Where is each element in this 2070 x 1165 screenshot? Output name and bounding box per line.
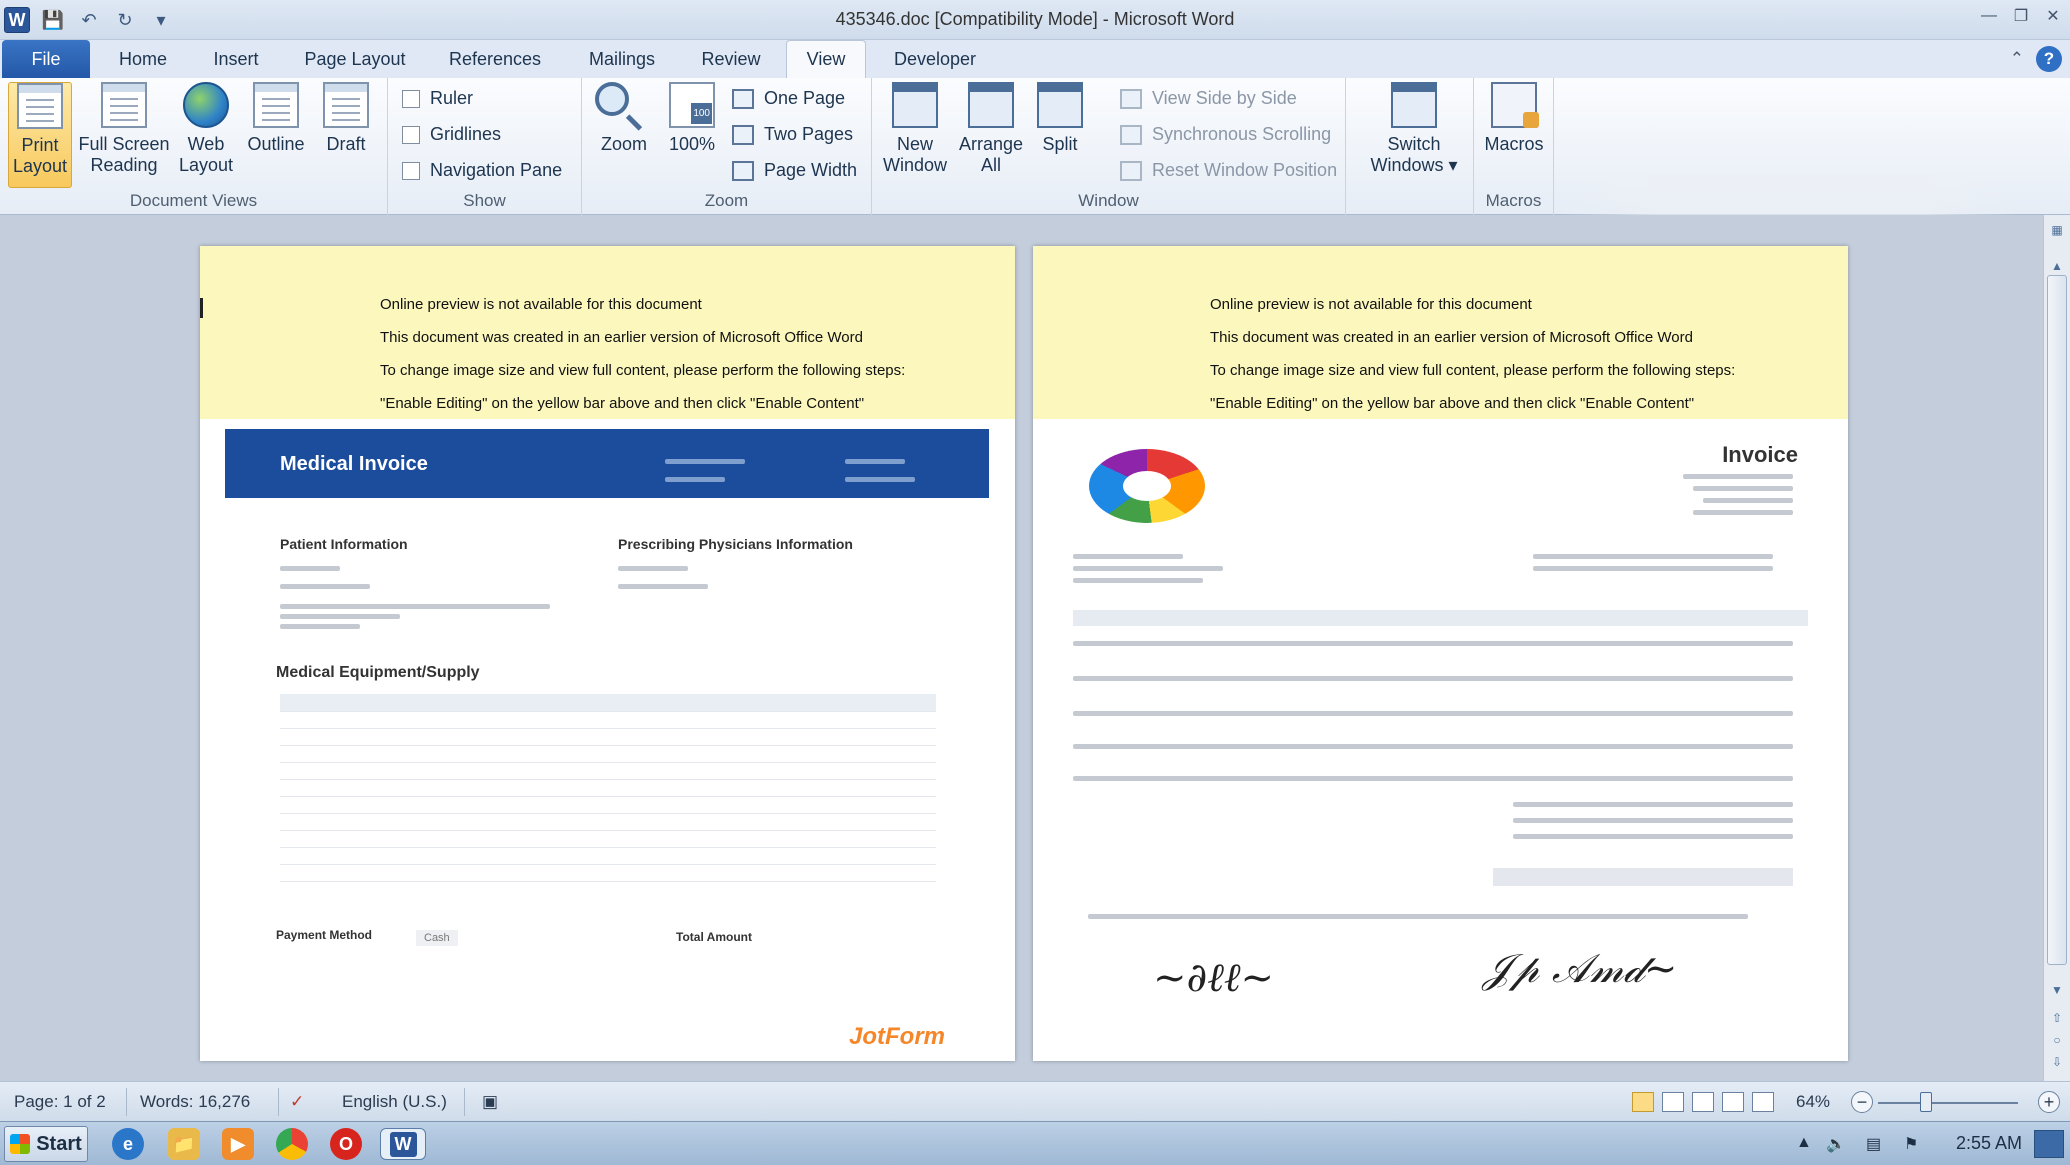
customize-icon[interactable]: ▾ bbox=[156, 9, 166, 30]
media-player-icon[interactable]: ▶ bbox=[222, 1128, 254, 1160]
magnifier-icon bbox=[601, 82, 647, 128]
print-layout-button[interactable]: Print Layout bbox=[8, 82, 72, 188]
print-layout-view-icon[interactable] bbox=[1632, 1092, 1654, 1112]
opera-icon[interactable]: O bbox=[330, 1128, 362, 1160]
taskbar bbox=[0, 1121, 2070, 1165]
equipment-heading: Medical Equipment/Supply bbox=[276, 664, 480, 681]
clock[interactable]: 2:55 AM bbox=[1955, 1133, 2022, 1153]
reset-window-icon bbox=[1120, 161, 1142, 181]
view-side-by-side-button[interactable]: View Side by Side bbox=[1120, 88, 1297, 109]
close-icon[interactable]: ✕ bbox=[2046, 8, 2060, 25]
full-screen-reading-icon bbox=[101, 82, 147, 128]
group-label-zoom: Zoom bbox=[704, 191, 749, 210]
new-window-button[interactable]: New Window bbox=[880, 82, 950, 176]
notice2-line-3: To change image size and view full content, please perform the following steps: bbox=[1210, 362, 1736, 379]
macros-icon bbox=[1491, 82, 1537, 128]
equipment-table bbox=[280, 694, 936, 882]
one-page-button[interactable]: One Page bbox=[732, 88, 845, 109]
company-logo bbox=[1089, 449, 1205, 523]
table-row bbox=[280, 830, 936, 847]
page-2[interactable] bbox=[1033, 246, 1848, 1061]
previous-page-icon[interactable]: ⇧ bbox=[2051, 1011, 2063, 1025]
group-zoom bbox=[582, 78, 872, 215]
web-layout-icon bbox=[183, 82, 229, 128]
group-window bbox=[872, 78, 1346, 215]
web-layout-view-icon[interactable] bbox=[1692, 1092, 1714, 1112]
window-title: 435346.doc [Compatibility Mode] - Microsoft Word bbox=[835, 9, 1235, 29]
notice2-line-2: This document was created in an earlier version of Microsoft Office Word bbox=[1210, 329, 1693, 346]
draft-icon bbox=[323, 82, 369, 128]
redo-icon[interactable]: ↻ bbox=[117, 9, 133, 30]
draft-button[interactable]: Draft bbox=[316, 82, 376, 155]
show-hidden-icons[interactable]: ▲ bbox=[1796, 1134, 1812, 1151]
ribbon bbox=[0, 78, 2070, 215]
full-screen-reading-button[interactable]: Full Screen Reading bbox=[76, 82, 172, 176]
save-icon[interactable]: 💾 bbox=[41, 9, 65, 30]
payment-method-label: Payment Method bbox=[276, 928, 373, 942]
outline-icon bbox=[253, 82, 299, 128]
side-by-side-icon bbox=[1120, 89, 1142, 109]
reset-window-position-button[interactable]: Reset Window Position bbox=[1120, 160, 1337, 181]
file-explorer-icon[interactable]: 📁 bbox=[168, 1128, 200, 1160]
switch-windows-icon bbox=[1391, 82, 1437, 128]
outline-view-icon[interactable] bbox=[1722, 1092, 1744, 1112]
text-cursor bbox=[200, 298, 203, 318]
tab-review[interactable]: Review bbox=[701, 48, 761, 69]
group-switch-windows bbox=[1346, 78, 1474, 215]
title-bar bbox=[0, 0, 2070, 40]
outline-button[interactable]: Outline bbox=[242, 82, 310, 155]
tab-page-layout[interactable]: Page Layout bbox=[304, 48, 406, 69]
zoom-slider-knob[interactable] bbox=[1920, 1092, 1932, 1112]
table-row bbox=[280, 711, 936, 728]
tab-mailings[interactable]: Mailings bbox=[588, 48, 656, 69]
sync-scroll-icon bbox=[1120, 125, 1142, 145]
ribbon-tabs bbox=[0, 40, 2070, 78]
notice2-line-4: "Enable Editing" on the yellow bar above and then click "Enable Content" bbox=[1210, 395, 1695, 412]
invoice-title: Invoice bbox=[1722, 442, 1798, 467]
document-area[interactable] bbox=[0, 215, 2043, 1081]
notice-line-1: Online preview is not available for this document bbox=[380, 296, 702, 313]
next-page-icon[interactable]: ⇩ bbox=[2051, 1055, 2063, 1069]
table-row bbox=[280, 728, 936, 745]
start-button[interactable]: Start bbox=[4, 1126, 88, 1162]
ruler-checkbox[interactable]: Ruler bbox=[402, 88, 473, 109]
group-show bbox=[388, 78, 582, 215]
proofing-icon[interactable]: ✓ bbox=[290, 1092, 305, 1111]
switch-windows-button[interactable]: Switch Windows ▾ bbox=[1366, 82, 1462, 176]
notice-line-3: To change image size and view full content, please perform the following steps: bbox=[380, 362, 906, 379]
table-row bbox=[280, 745, 936, 762]
word-app-icon[interactable]: W bbox=[4, 7, 30, 33]
tab-references[interactable]: References bbox=[448, 48, 542, 69]
table-row bbox=[280, 847, 936, 864]
checkbox-icon bbox=[402, 162, 420, 180]
checkbox-icon bbox=[402, 90, 420, 108]
windows-logo-icon bbox=[10, 1134, 30, 1154]
group-macros bbox=[1474, 78, 1554, 215]
tab-developer[interactable]: Developer bbox=[893, 48, 977, 69]
arrange-all-icon bbox=[968, 82, 1014, 128]
group-label-show: Show bbox=[463, 191, 506, 210]
navigation-pane-checkbox[interactable]: Navigation Pane bbox=[402, 160, 562, 181]
page-width-icon bbox=[732, 161, 754, 181]
browse-object-icon[interactable]: ○ bbox=[2053, 1033, 2061, 1047]
zoom-100-button[interactable]: 100 100% bbox=[664, 82, 720, 155]
medical-invoice-title: Medical Invoice bbox=[280, 453, 428, 475]
minimize-icon[interactable]: — bbox=[1981, 7, 1997, 24]
patient-info-heading: Patient Information bbox=[280, 536, 408, 552]
zoom-in-icon[interactable]: + bbox=[2038, 1091, 2060, 1113]
tab-file[interactable]: File bbox=[2, 40, 90, 78]
one-page-icon bbox=[732, 89, 754, 109]
amount-due-row bbox=[1493, 868, 1793, 886]
restore-icon[interactable]: ❐ bbox=[2013, 8, 2029, 25]
group-label-macros: Macros bbox=[1485, 191, 1542, 210]
synchronous-scrolling-button[interactable]: Synchronous Scrolling bbox=[1120, 124, 1331, 145]
zoom-level[interactable]: 64% bbox=[1796, 1092, 1831, 1111]
notice-line-4: "Enable Editing" on the yellow bar above and then click "Enable Content" bbox=[380, 395, 865, 412]
page-count[interactable]: Page: 1 of 2 bbox=[14, 1092, 106, 1111]
action-center-flag-icon[interactable]: ⚑ bbox=[1904, 1136, 1919, 1153]
undo-icon[interactable]: ↶ bbox=[81, 9, 97, 30]
status-bar bbox=[0, 1081, 2070, 1121]
signature-right: 𝒥𝓅 𝒜𝓂𝒹~ bbox=[1483, 946, 1678, 992]
jotform-logo: JotForm bbox=[849, 1023, 945, 1050]
word-count[interactable]: Words: 16,276 bbox=[140, 1092, 251, 1111]
invoice-table-header bbox=[1073, 610, 1808, 626]
draft-view-icon[interactable] bbox=[1752, 1092, 1774, 1112]
split-icon bbox=[1037, 82, 1083, 128]
scrollbar-thumb[interactable] bbox=[2047, 275, 2067, 965]
group-document-views bbox=[0, 78, 388, 215]
total-amount-label: Total Amount bbox=[676, 930, 752, 944]
page-width-button[interactable]: Page Width bbox=[732, 160, 857, 181]
new-window-icon bbox=[892, 82, 938, 128]
table-row bbox=[280, 694, 936, 711]
table-row bbox=[280, 762, 936, 779]
gridlines-checkbox[interactable]: Gridlines bbox=[402, 124, 501, 145]
vertical-scrollbar[interactable] bbox=[2043, 215, 2070, 1081]
show-desktop-button[interactable] bbox=[2034, 1130, 2064, 1158]
scroll-up-icon[interactable]: ▲ bbox=[2051, 259, 2063, 273]
zoom-100-icon: 100 bbox=[669, 82, 715, 128]
volume-icon[interactable]: 🔈 bbox=[1826, 1136, 1846, 1153]
language[interactable]: English (U.S.) bbox=[342, 1092, 447, 1111]
table-row bbox=[280, 796, 936, 813]
notice2-line-1: Online preview is not available for this document bbox=[1210, 296, 1532, 313]
preview-notice-2 bbox=[1033, 246, 1848, 419]
macro-record-icon[interactable]: ▣ bbox=[482, 1092, 499, 1111]
table-row bbox=[280, 813, 936, 830]
page-1[interactable] bbox=[200, 246, 1015, 1061]
zoom-button[interactable]: Zoom bbox=[592, 82, 656, 155]
arrange-all-button[interactable]: Arrange All bbox=[956, 82, 1026, 176]
split-button[interactable]: Split bbox=[1032, 82, 1088, 155]
split-box-icon[interactable]: ▦ bbox=[2051, 223, 2063, 237]
table-row bbox=[280, 779, 936, 796]
tab-home[interactable]: Home bbox=[118, 48, 167, 69]
print-layout-icon bbox=[17, 83, 63, 129]
word-taskbar-button[interactable]: W bbox=[380, 1128, 426, 1160]
minimize-ribbon-icon[interactable]: ⌃ bbox=[2009, 49, 2024, 68]
tab-insert[interactable]: Insert bbox=[213, 48, 259, 69]
physician-info-heading: Prescribing Physicians Information bbox=[618, 536, 853, 552]
table-row bbox=[280, 864, 936, 881]
macros-button[interactable]: Macros bbox=[1482, 82, 1546, 155]
full-screen-view-icon[interactable] bbox=[1662, 1092, 1684, 1112]
web-layout-button[interactable]: Web Layout bbox=[174, 82, 238, 176]
two-pages-button[interactable]: Two Pages bbox=[732, 124, 853, 145]
scroll-down-icon[interactable]: ▼ bbox=[2051, 983, 2063, 997]
checkbox-icon bbox=[402, 126, 420, 144]
help-icon[interactable]: ? bbox=[2036, 46, 2062, 72]
group-label-window: Window bbox=[1078, 191, 1139, 210]
network-icon[interactable]: ▤ bbox=[1866, 1136, 1882, 1153]
internet-explorer-icon[interactable]: e bbox=[112, 1128, 144, 1160]
signature-left: ~∂ℓℓ~ bbox=[1153, 955, 1275, 1001]
medical-invoice-header bbox=[225, 429, 989, 498]
zoom-out-icon[interactable]: − bbox=[1851, 1091, 1873, 1113]
two-pages-icon bbox=[732, 125, 754, 145]
preview-notice bbox=[200, 246, 1015, 419]
chrome-icon[interactable] bbox=[276, 1128, 308, 1160]
group-label-document-views: Document Views bbox=[129, 191, 258, 210]
notice-line-2: This document was created in an earlier version of Microsoft Office Word bbox=[380, 329, 863, 346]
payment-method-value: Cash bbox=[416, 930, 458, 946]
zoom-slider-track[interactable] bbox=[1878, 1102, 2018, 1104]
tab-view[interactable]: View bbox=[786, 40, 866, 78]
